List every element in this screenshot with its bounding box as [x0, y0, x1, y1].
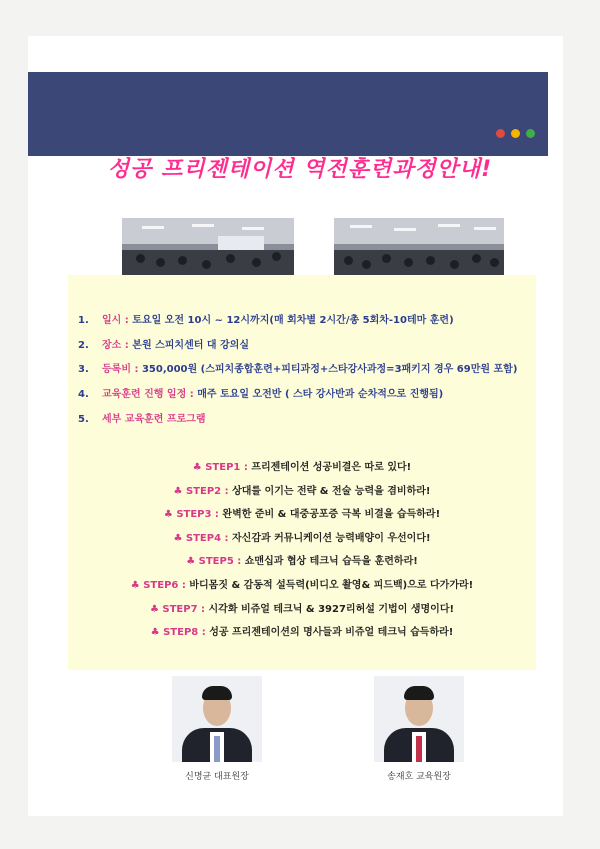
step-7: ♣ STEP7 : 시각화 비쥬얼 테크닉 & 3927리허설 기법이 생명이다!: [149, 604, 455, 615]
decorative-dots: [496, 129, 535, 138]
club-icon: ♣: [192, 462, 202, 473]
step-2: ♣ STEP2 : 상대를 이기는 전략 & 전술 능력을 겸비하라!: [173, 486, 431, 497]
info-program: 5. 세부 교육훈련 프로그램: [78, 414, 206, 425]
club-icon: ♣: [173, 533, 183, 544]
caption-director: 송재호 교육원장: [387, 772, 451, 782]
info-location: 2. 장소 : 본원 스피치센터 대 강의실: [78, 340, 249, 351]
step-4: ♣ STEP4 : 자신감과 커뮤니케이션 능력배양이 우선이다!: [173, 533, 431, 544]
step-6: ♣ STEP6 : 바디몸짓 & 감동적 설득력(비디오 촬영& 피드백)으로 다가가라!: [130, 580, 474, 591]
yellow-dot-icon: [511, 129, 520, 138]
info-schedule: 4. 교육훈련 진행 일정 : 매주 토요일 오전반 ( 스타 강사반과 순차적으로 진행됨): [78, 389, 444, 400]
step-1: ♣ STEP1 : 프리젠테이션 성공비결은 따로 있다!: [192, 462, 412, 473]
club-icon: ♣: [163, 509, 173, 520]
portrait-ceo: [172, 676, 262, 762]
step-5: ♣ STEP5 : 쇼맨십과 협상 테크닉 습득을 훈련하라!: [186, 556, 418, 567]
info-fee: 3. 등록비 : 350,000원 (스피치종합훈련+피티과정+스타강사과정=3패키지 경우 69만원 포함): [78, 364, 518, 375]
club-icon: ♣: [186, 556, 196, 567]
header-bar: [28, 72, 548, 142]
caption-ceo: 신명균 대표원장: [185, 772, 249, 782]
green-dot-icon: [526, 129, 535, 138]
red-dot-icon: [496, 129, 505, 138]
portrait-director: [374, 676, 464, 762]
club-icon: ♣: [173, 486, 183, 497]
page-title: 성공 프리젠테이션 역전훈련과정안내!: [107, 157, 493, 182]
info-datetime: 1. 일시 : 토요일 오전 10시 ~ 12시까지(매 회차별 2시간/총 5회차-10테마 훈련): [78, 315, 454, 326]
club-icon: ♣: [149, 604, 159, 615]
club-icon: ♣: [150, 627, 160, 638]
club-icon: ♣: [130, 580, 140, 591]
step-3: ♣ STEP3 : 완벽한 준비 & 대중공포증 극복 비결을 습득하라!: [163, 509, 441, 520]
step-8: ♣ STEP8 : 성공 프리젠테이션의 명사들과 비쥬얼 테크닉 습득하라!: [150, 627, 454, 638]
